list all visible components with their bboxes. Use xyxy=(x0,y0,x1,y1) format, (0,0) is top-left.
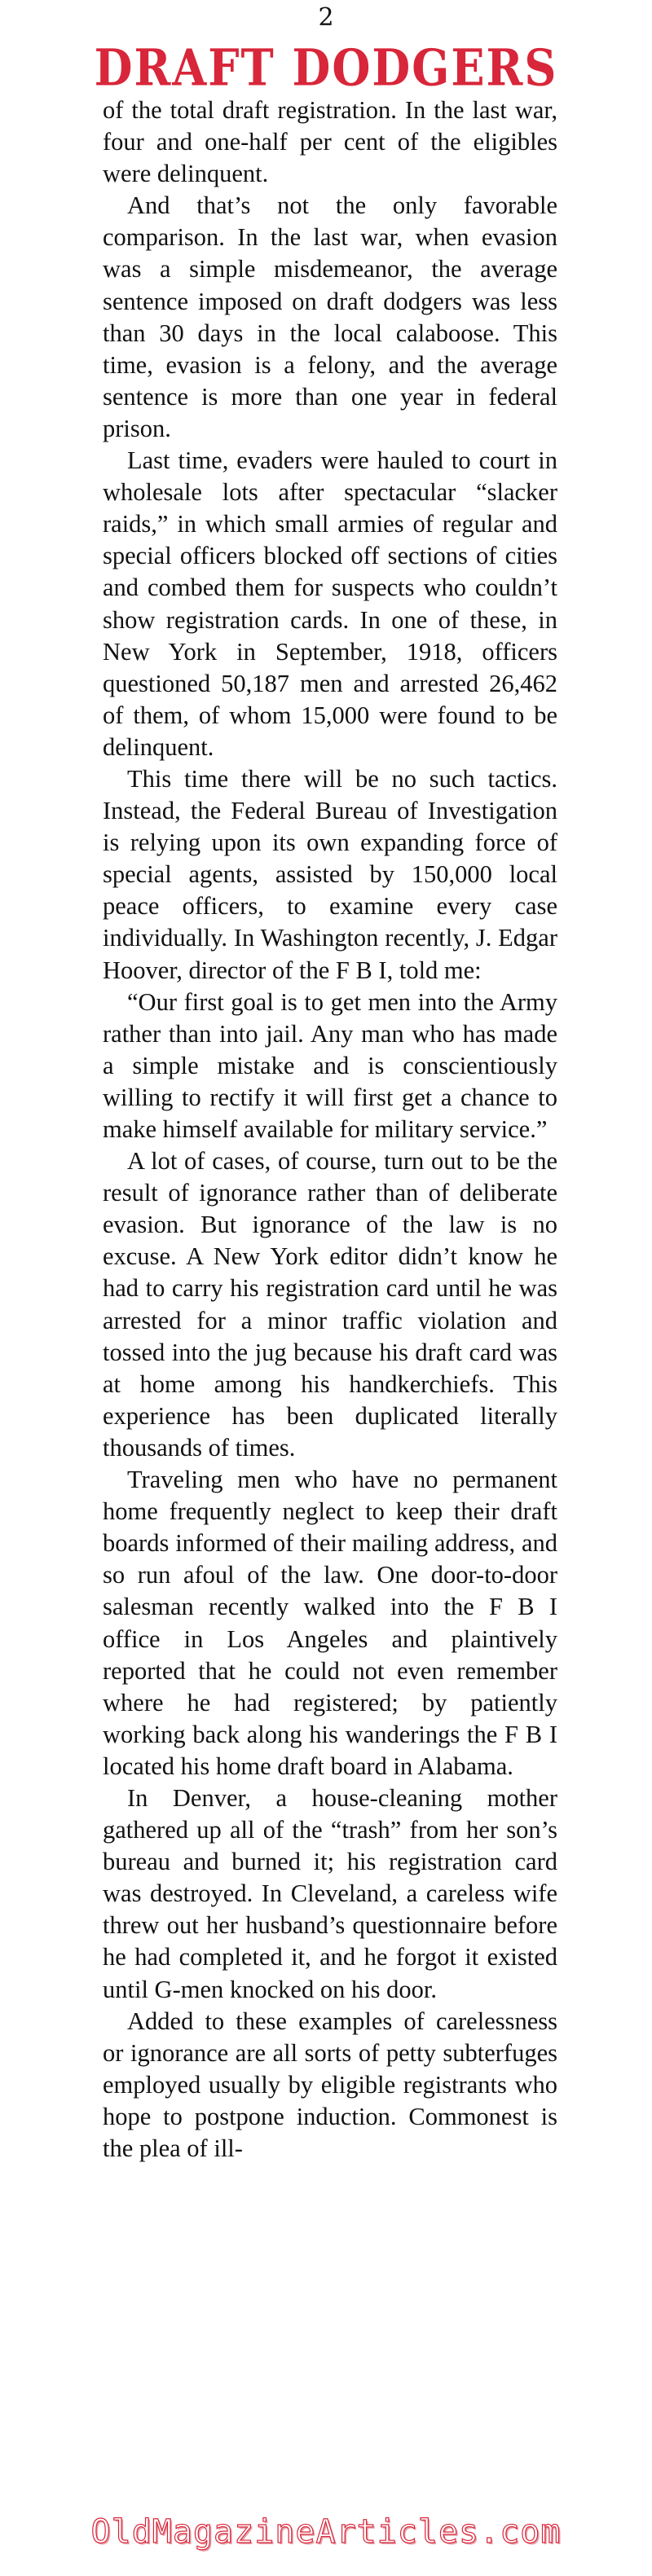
article-paragraph: Last time, evaders were hauled to court in wholesale lots after spectacular “slacker raids,” in which small armies of regular and special officers blocked off sections of cities and combed them for suspects who couldn’t show registration cards. In one of these, in New York in September, 1918, officers questioned 50,187 men and arrested 26,462 of them, of whom 15,000 were found to be delinquent. xyxy=(103,446,557,761)
article-paragraph: Added to these examples of carelessness or ignorance are all sorts of petty subterfuges employed usually by eligible registrants who hope to postpone induction. Commonest is the plea of ill- xyxy=(103,2007,557,2162)
article-body xyxy=(103,95,557,2165)
article-paragraph: Traveling men who have no permanent home frequently neglect to keep their draft boards informed of their mailing address, and so run afoul of the law. One door-to-door salesman recently walked into the F B I office in Los Angeles and plaintively reported that he could not even remember where he had registered; by patiently working back along his wanderings the F B I located his home draft board in Alabama. xyxy=(103,1466,557,1780)
page-number: 2 xyxy=(318,3,334,32)
article-paragraph: And that’s not the only favorable comparison. In the last war, when evasion was a simple misdemeanor, the average sentence imposed on draft dodgers was less than 30 days in the local calaboose. This time, evasion is a felony, and the average sentence is more than one year in federal prison. xyxy=(103,191,557,442)
article-paragraph: In Denver, a house-cleaning mother gathered up all of the “trash” from her son’s bureau and burned it; his registration card was destroyed. In Cleveland, a careless wife threw out her husband’s questionnaire before he had completed it, and he forgot it existed until G-men knocked on his door. xyxy=(103,1783,557,2003)
article-paragraph: of the total draft registration. In the last war, four and one-half per cent of the eligibles were delinquent. xyxy=(103,96,557,188)
article-headline: DRAFT DODGERS xyxy=(94,37,558,98)
article-paragraph: This time there will be no such tactics. Instead, the Federal Bureau of Investigation is relying upon its own expanding force of special agents, assisted by 150,000 local peace officers, to examine every case individually. In Washington recently, J. Edgar Hoover, director of the F B I, told me: xyxy=(103,764,557,984)
site-watermark: OldMagazineArticles.com xyxy=(90,2513,562,2551)
article-paragraph: “Our first goal is to get men into the Army rather than into jail. Any man who has made a simple mistake and is conscientiously willing to rectify it will first get a chance to make himself available for military service.” xyxy=(103,987,557,1143)
article-paragraph: A lot of cases, of course, turn out to be the result of ignorance rather than of deliberate evasion. But ignorance of the law is no excuse. A New York editor didn’t know he had to carry his registration card until he was arrested for a minor traffic violation and tossed into the jug because his draft card was at home among his handkerchiefs. This experience has been duplicated literally thousands of times. xyxy=(103,1147,557,1462)
